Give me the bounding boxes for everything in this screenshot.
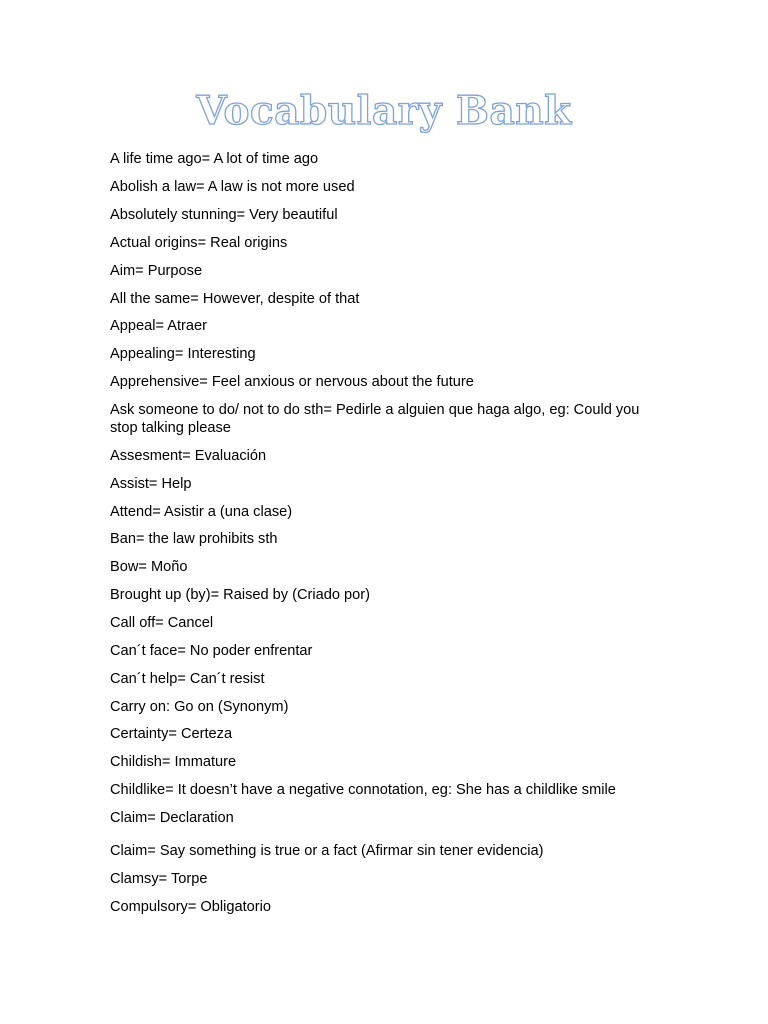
vocabulary-entry: Ask someone to do/ not to do sth= Pedirle a alguien que haga algo, eg: Could you stop talking please	[110, 402, 640, 436]
vocabulary-entry: Actual origins= Real origins	[110, 235, 288, 251]
vocabulary-entry: Can´t help= Can´t resist	[110, 671, 265, 687]
vocabulary-entry: Ban= the law prohibits sth	[110, 531, 278, 547]
vocabulary-entry: Can´t face= No poder enfrentar	[110, 643, 313, 659]
vocabulary-entry: Aim= Purpose	[110, 263, 203, 279]
vocabulary-entry: Carry on: Go on (Synonym)	[110, 699, 289, 715]
vocabulary-entry: Clamsy= Torpe	[110, 871, 208, 887]
vocabulary-entry: A life time ago= A lot of time ago	[110, 151, 319, 167]
vocabulary-entry: Absolutely stunning= Very beautiful	[110, 207, 338, 223]
vocabulary-entry: Appeal= Atraer	[110, 318, 207, 334]
vocabulary-entry: Assist= Help	[110, 476, 192, 492]
vocabulary-entry: Certainty= Certeza	[110, 726, 233, 742]
vocabulary-entry: Brought up (by)= Raised by (Criado por)	[110, 587, 370, 603]
vocabulary-entry: Call off= Cancel	[110, 615, 214, 631]
vocabulary-entry: Childlike= It doesn’t have a negative connotation, eg: She has a childlike smile	[110, 782, 616, 798]
vocabulary-entry: Childish= Immature	[110, 754, 237, 770]
vocabulary-entry: Bow= Moño	[110, 559, 188, 575]
vocabulary-entry: Assesment= Evaluación	[110, 448, 267, 464]
vocabulary-entry: Apprehensive= Feel anxious or nervous about the future	[110, 374, 474, 390]
vocabulary-entry: Claim= Say something is true or a fact (Afirmar sin tener evidencia)	[110, 843, 544, 859]
document-title: Vocabulary Bank	[196, 88, 572, 134]
vocabulary-entry: Appealing= Interesting	[110, 346, 256, 362]
vocabulary-entry: Compulsory= Obligatorio	[110, 899, 272, 915]
vocabulary-entry: Abolish a law= A law is not more used	[110, 179, 355, 195]
vocabulary-entry: All the same= However, despite of that	[110, 291, 360, 307]
vocabulary-entry: Attend= Asistir a (una clase)	[110, 504, 293, 520]
vocabulary-entry: Claim= Declaration	[110, 810, 234, 826]
